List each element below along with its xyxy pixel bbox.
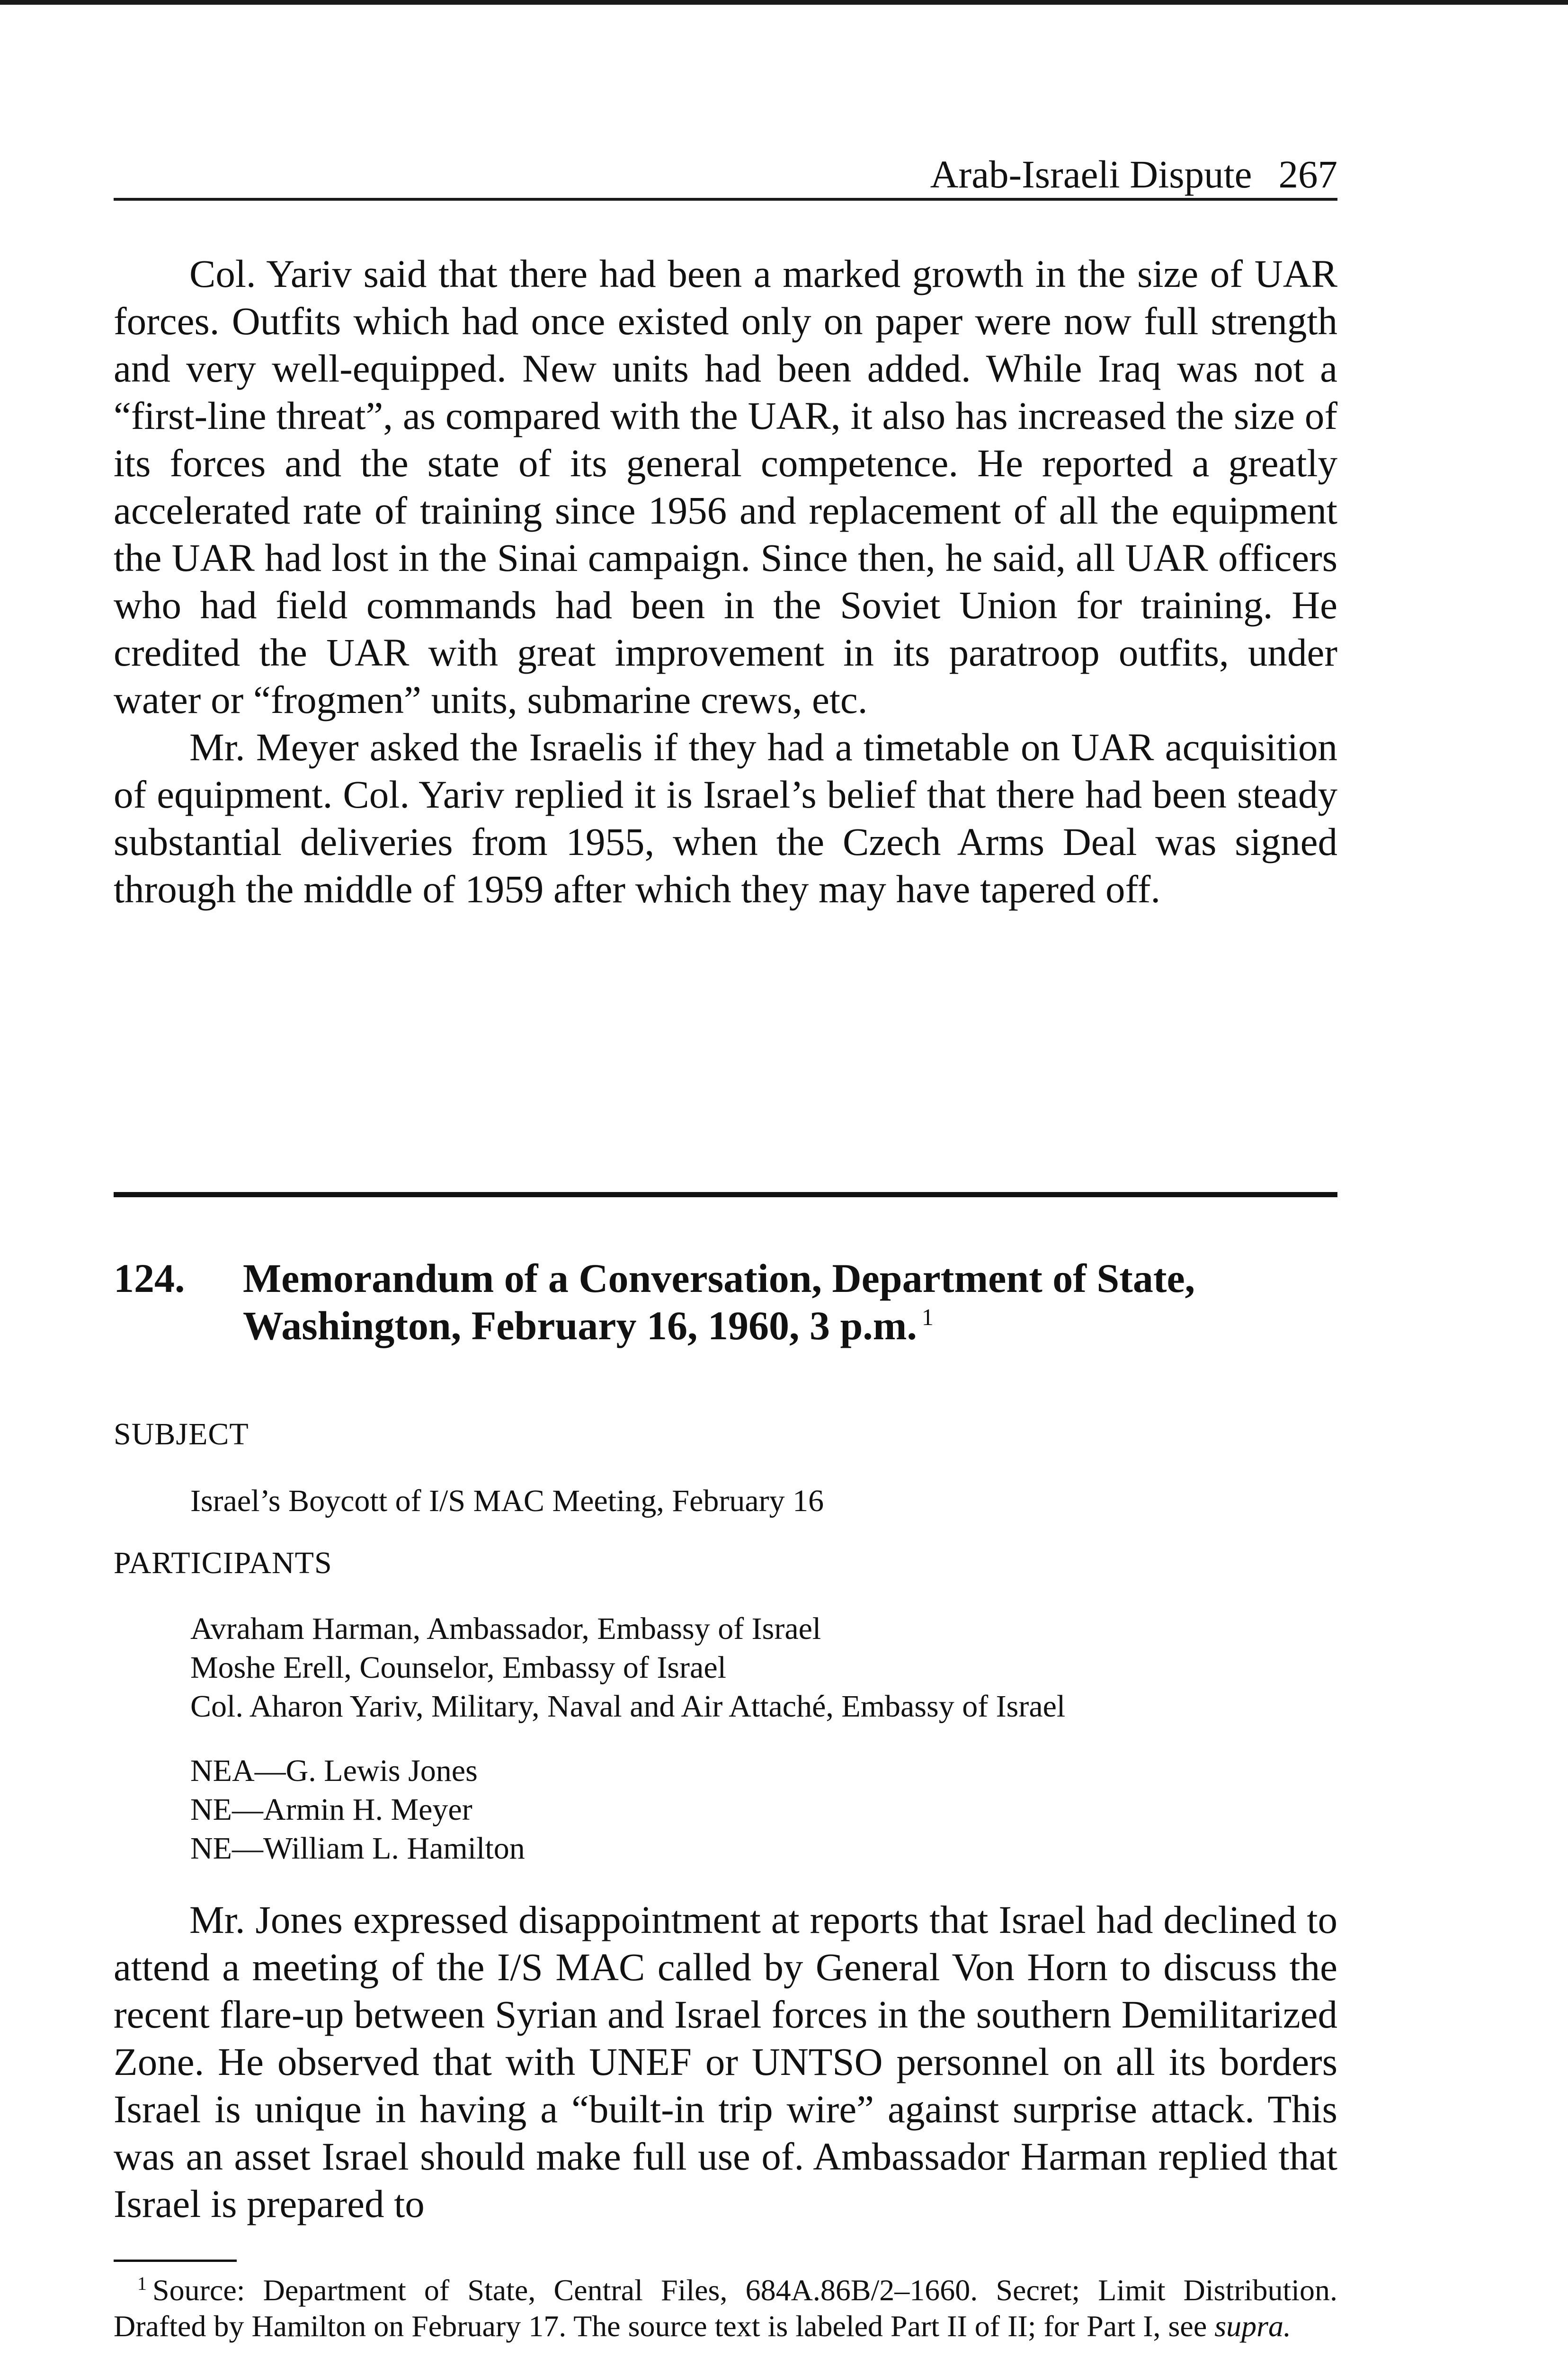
participants-us-list [190, 1752, 525, 1868]
document-number: 124. [114, 1255, 185, 1301]
running-head-title: Arab-Israeli Dispute [930, 152, 1252, 196]
footnote-reference-marker: 1 [921, 1304, 934, 1330]
participant-item: NE—William L. Hamilton [190, 1831, 525, 1866]
document-title-line-2: Washington, February 16, 1960, 3 p.m. [243, 1303, 917, 1348]
subject-line: Israel’s Boycott of I/S MAC Meeting, February 16 [190, 1484, 824, 1518]
continuation-paragraph-1: Col. Yariv said that there had been a marked growth in the size of UAR forces. Outfits which had once existed only on paper were now full strength and very well-equipped. New units had been added. While Iraq was not a “first-line threat”, as compared with the UAR, it also has increased the size of its forces and the state of its general competence. He reported a greatly accelerated rate of training since 1956 and replacement of all the equipment the UAR had lost in the Sinai campaign. Since then, he said, all UAR officers who had field commands had been in the Soviet Union for training. He credited the UAR with great improvement in its paratroop outfits, under water or “frogmen” units, submarine crews, etc. [114, 252, 1337, 721]
participant-item: NE—Armin H. Meyer [190, 1792, 472, 1827]
subject-text [190, 1482, 824, 1521]
document-title [243, 1255, 1332, 1349]
participant-item: Moshe Erell, Counselor, Embassy of Israel [190, 1650, 726, 1685]
footnote [114, 2272, 1337, 2344]
memo-paragraph-1: Mr. Jones expressed disappointment at reports that Israel had declined to attend a meeting of the I/S MAC called by General Von Horn to discuss the recent flare-up between Syrian and Israel forces in the southern Demilitarized Zone. He observed that with UNEF or UNTSO personnel on all its borders Israel is unique in having a “built-in trip wire” against surprise attack. This was an asset Israel should make full use of. Ambassador Harman replied that Israel is prepared to [114, 1898, 1337, 2225]
running-head-rule [114, 198, 1337, 201]
participants-israel-list [190, 1610, 1065, 1726]
memo-body-text [114, 1896, 1337, 2227]
footnote-marker: 1 [137, 2273, 147, 2294]
participant-item: NEA—G. Lewis Jones [190, 1753, 478, 1788]
continuation-paragraph-2: Mr. Meyer asked the Israelis if they had a timetable on UAR acquisition of equipment. Col. Yariv replied it is Israel’s belief that there had been steady substantial deliveries from 1955, when the Czech Arms Deal was signed through the middle of 1959 after which they may have tapered off. [114, 725, 1337, 911]
footnote-rule [114, 2260, 237, 2262]
footnote-see-reference: supra. [1214, 2309, 1292, 2343]
participants-label: PARTICIPANTS [114, 1546, 332, 1580]
section-divider-rule [114, 1192, 1337, 1197]
participant-item: Avraham Harman, Ambassador, Embassy of Israel [190, 1611, 821, 1646]
participant-item: Col. Aharon Yariv, Military, Naval and Air Attaché, Embassy of Israel [190, 1689, 1066, 1724]
running-head [114, 151, 1337, 198]
continuation-text [114, 250, 1337, 913]
page-number: 267 [1278, 152, 1337, 196]
footnote-text: Source: Department of State, Central Files, 684A.86B/2–1660. Secret; Limit Distribution. Drafted by Hamilton on February 17. The source text is labeled Part II of II; for Part I, see [114, 2273, 1337, 2343]
subject-label: SUBJECT [114, 1417, 249, 1451]
top-edge-border [0, 0, 1568, 5]
document-title-line-1: Memorandum of a Conversation, Department of State, [243, 1255, 1195, 1301]
